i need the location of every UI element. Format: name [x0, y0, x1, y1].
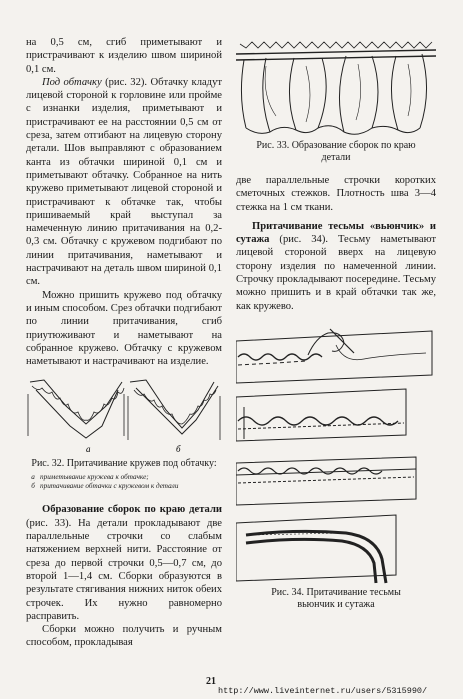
subheading: Образование сборок по краю детали — [42, 504, 222, 516]
figure-label-b: б — [176, 444, 181, 455]
figure-32 — [26, 376, 222, 491]
figure-32-legend — [26, 473, 222, 491]
figure-33-illustration — [236, 36, 436, 136]
paragraph-under-facing — [26, 76, 222, 289]
paragraph-text: (рис. 33). На детали прокладывают две параллельные строчки со слабым натяжением верхней нити. Расстояние от среза до первой строчки 0,5—0,7 см, до второй 1—1,4 см. Сборки образуются в результате стягивания нижних ниток обеих строчек. Их нужно равномерно расправить. — [26, 517, 222, 622]
page-number: 21 — [206, 676, 216, 687]
right-column — [236, 36, 436, 611]
figure-33-caption: Рис. 33. Образование сборок по краю детали — [256, 140, 416, 163]
paragraph-text: (рис. 34). Тесьму наметывают лицевой стороной вверх на лицевую сторону изделия по намеченной линии. Строчку прокладывают посередине. Тесьму можно пришить и в край обтачки так же, как кружево. — [236, 234, 436, 312]
paragraph: Сборки можно получить и ручным способом, прокладывая — [26, 624, 222, 649]
figure-32-illustration — [26, 376, 222, 456]
paragraph-braid — [236, 220, 436, 313]
legend-text: притачивание обтачки с кружевом к детали — [40, 482, 179, 491]
paragraph: Можно пришить кружево под обтачку и иным способом. Срез обтачки подгибают по линии притачивания, сгиб приутюживают и наметывают на собранное кружево. Обтачку с кружевом наметывают и настрачивают на изделие. — [26, 289, 222, 368]
legend-key: б — [31, 482, 35, 491]
legend-row — [26, 473, 222, 482]
legend-row — [26, 482, 222, 491]
figure-34 — [236, 323, 436, 611]
figure-label-a: а — [86, 444, 91, 455]
paragraph-gathers — [26, 503, 222, 623]
figure-34-illustration — [236, 323, 436, 585]
paragraph: две параллельные строчки коротких сметочных стежков. Плотность шва 3—4 стежка на 1 см ткани. — [236, 175, 436, 213]
legend-text: приметывание кружева к обтачке; — [40, 473, 149, 482]
legend-key: а — [31, 473, 35, 482]
figure-33 — [236, 36, 436, 164]
paragraph: на 0,5 см, сгиб приметывают и пристрачивают к изделию швом шириной 0,1 см. — [26, 37, 222, 75]
subheading: Притачивание тесьмы «вьюнчик» и сутажа — [236, 220, 436, 246]
figure-34-caption: Рис. 34. Притачивание тесьмы вьюнчик и сутажа — [271, 586, 401, 610]
subheading: Под обтачку — [42, 76, 102, 88]
left-column — [26, 36, 222, 650]
source-url[interactable]: http://www.liveinternet.ru/users/5315990/ — [218, 686, 428, 696]
paragraph-text: (рис. 32). Обтачку кладут лицевой стороной к горловине или пройме с изнанки изделия, приметывают и пристрачивают ее на расстоянии 0,5 см от среза, затем отгибают на лицевую сторону детали. Шов выправляют с образованием канта из обтачки шириной 0,1 см и приметывают обтачку. Собранное на нить кружево приметывают лицевой стороной и пристрачивают к обтачке так, чтобы пришиваемый край выступал за намеченную линию притачивания на 0,2-0,3 см. Обтачку с кружевом подгибают по линии притачивания, наметывают и настрачивают на деталь швом шириной 0,1 см. — [26, 76, 222, 288]
figure-32-caption: Рис. 32. Притачивание кружев под обтачку: — [31, 458, 217, 470]
